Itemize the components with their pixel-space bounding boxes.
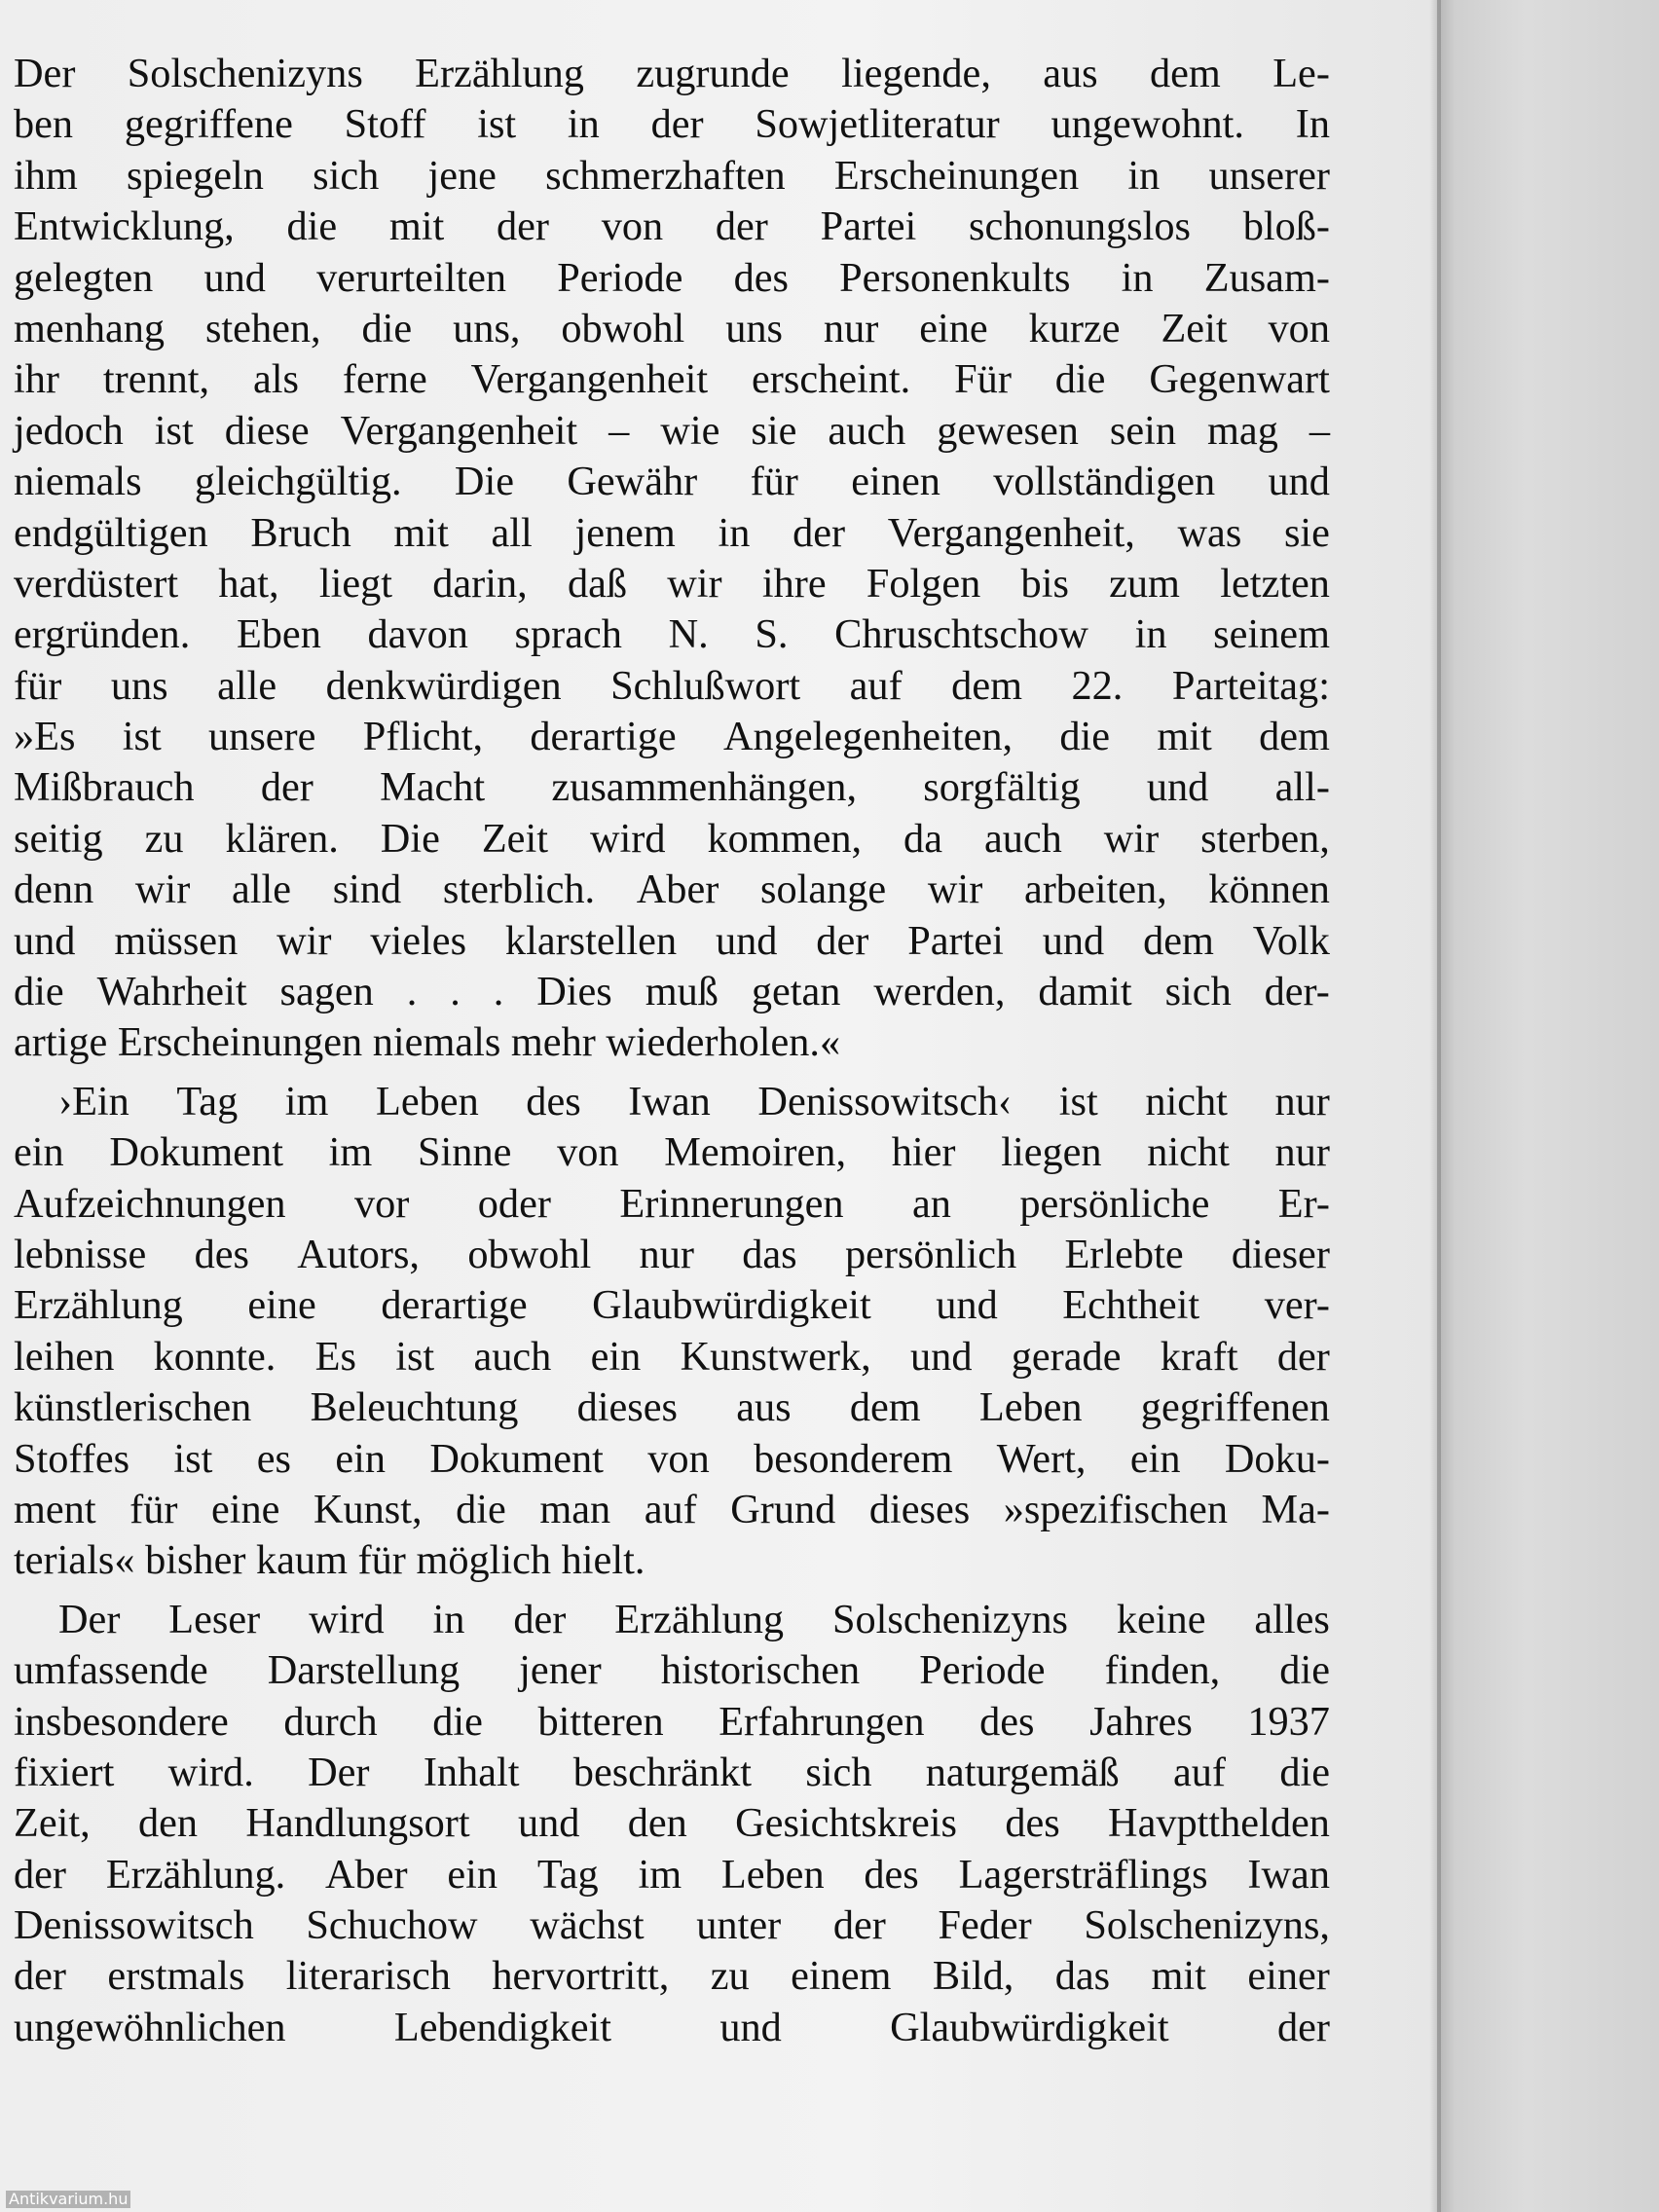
text-line: Erzählung eine derartige Glaubwürdigkeit und Echtheit ver- — [14, 1282, 1330, 1329]
body-text — [14, 49, 1330, 2053]
text-line: Zeit, den Handlungsort und den Gesichtskreis des Havptthelden — [14, 1800, 1330, 1847]
page-edge-shadow — [1429, 0, 1441, 2212]
text-line: terials« bisher kaum für möglich hielt. — [14, 1537, 645, 1584]
paragraph — [14, 1077, 1330, 1587]
text-line: umfassende Darstellung jener historischen Periode finden, die — [14, 1647, 1330, 1694]
text-line: gelegten und verurteilten Periode des Personenkults in Zusam- — [14, 254, 1330, 301]
text-line: niemals gleichgültig. Die Gewähr für einen vollständigen und — [14, 459, 1330, 505]
text-line: und müssen wir vieles klarstellen und der Partei und dem Volk — [14, 917, 1330, 964]
text-line: Der Leser wird in der Erzählung Solschenizyns keine alles — [58, 1596, 1330, 1642]
text-line: Aufzeichnungen vor oder Erinnerungen an persönliche Er- — [14, 1180, 1330, 1227]
page-gutter — [1437, 0, 1659, 2212]
text-line: Stoffes ist es ein Dokument von besonderem Wert, ein Doku- — [14, 1435, 1330, 1482]
text-line: der erstmals literarisch hervortritt, zu einem Bild, das mit einer — [14, 1953, 1330, 2000]
text-line: der Erzählung. Aber ein Tag im Leben des Lagersträflings Iwan — [14, 1851, 1330, 1898]
watermark: Antikvarium.hu — [6, 2191, 130, 2208]
text-line: ergründen. Eben davon sprach N. S. Chruschtschow in seinem — [14, 611, 1330, 658]
paragraph — [14, 49, 1330, 1069]
text-line: »Es ist unsere Pflicht, derartige Angelegenheiten, die mit dem — [14, 714, 1330, 760]
text-line: lebnisse des Autors, obwohl nur das persönlich Erlebte dieser — [14, 1231, 1330, 1277]
paragraph — [14, 1595, 1330, 2054]
text-line: endgültigen Bruch mit all jenem in der Vergangenheit, was sie — [14, 509, 1330, 556]
text-line: künstlerischen Beleuchtung dieses aus dem Leben gegriffenen — [14, 1384, 1330, 1431]
text-line: artige Erscheinungen niemals mehr wiederholen.« — [14, 1019, 841, 1066]
text-line: insbesondere durch die bitteren Erfahrungen des Jahres 1937 — [14, 1698, 1330, 1745]
text-line: Entwicklung, die mit der von der Partei schonungslos bloß- — [14, 203, 1330, 250]
text-line: menhang stehen, die uns, obwohl uns nur eine kurze Zeit von — [14, 305, 1330, 351]
text-line: die Wahrheit sagen . . . Dies muß getan werden, damit sich der- — [14, 969, 1330, 1015]
text-line: denn wir alle sind sterblich. Aber solange wir arbeiten, können — [14, 866, 1330, 913]
text-line: verdüstert hat, liegt darin, daß wir ihre Folgen bis zum letzten — [14, 560, 1330, 607]
text-line: ben gegriffene Stoff ist in der Sowjetliteratur ungewohnt. In — [14, 101, 1330, 148]
text-line: ment für eine Kunst, die man auf Grund dieses »spezifischen Ma- — [14, 1486, 1330, 1532]
text-line: jedoch ist diese Vergangenheit – wie sie auch gewesen sein mag – — [14, 407, 1330, 454]
text-line: seitig zu klären. Die Zeit wird kommen, da auch wir sterben, — [14, 815, 1330, 862]
text-line: Denissowitsch Schuchow wächst unter der Feder Solschenizyns, — [14, 1902, 1330, 1949]
text-line: für uns alle denkwürdigen Schlußwort auf dem 22. Parteitag: — [14, 662, 1330, 709]
text-line: Der Solschenizyns Erzählung zugrunde liegende, aus dem Le- — [14, 51, 1330, 96]
text-line: ihr trennt, als ferne Vergangenheit erscheint. Für die Gegenwart — [14, 356, 1330, 403]
text-line: ihm spiegeln sich jene schmerzhaften Erscheinungen in unserer — [14, 152, 1330, 199]
text-line: ein Dokument im Sinne von Memoiren, hier liegen nicht nur — [14, 1129, 1330, 1176]
text-line: Mißbrauch der Macht zusammenhängen, sorgfältig und all- — [14, 764, 1330, 811]
text-line: ›Ein Tag im Leben des Iwan Denissowitsch‹ ist nicht nur — [58, 1078, 1330, 1124]
text-line: ungewöhnlichen Lebendigkeit und Glaubwürdigkeit der — [14, 2004, 1330, 2050]
text-line: leihen konnte. Es ist auch ein Kunstwerk, und gerade kraft der — [14, 1333, 1330, 1380]
text-line: fixiert wird. Der Inhalt beschränkt sich naturgemäß auf die — [14, 1749, 1330, 1795]
